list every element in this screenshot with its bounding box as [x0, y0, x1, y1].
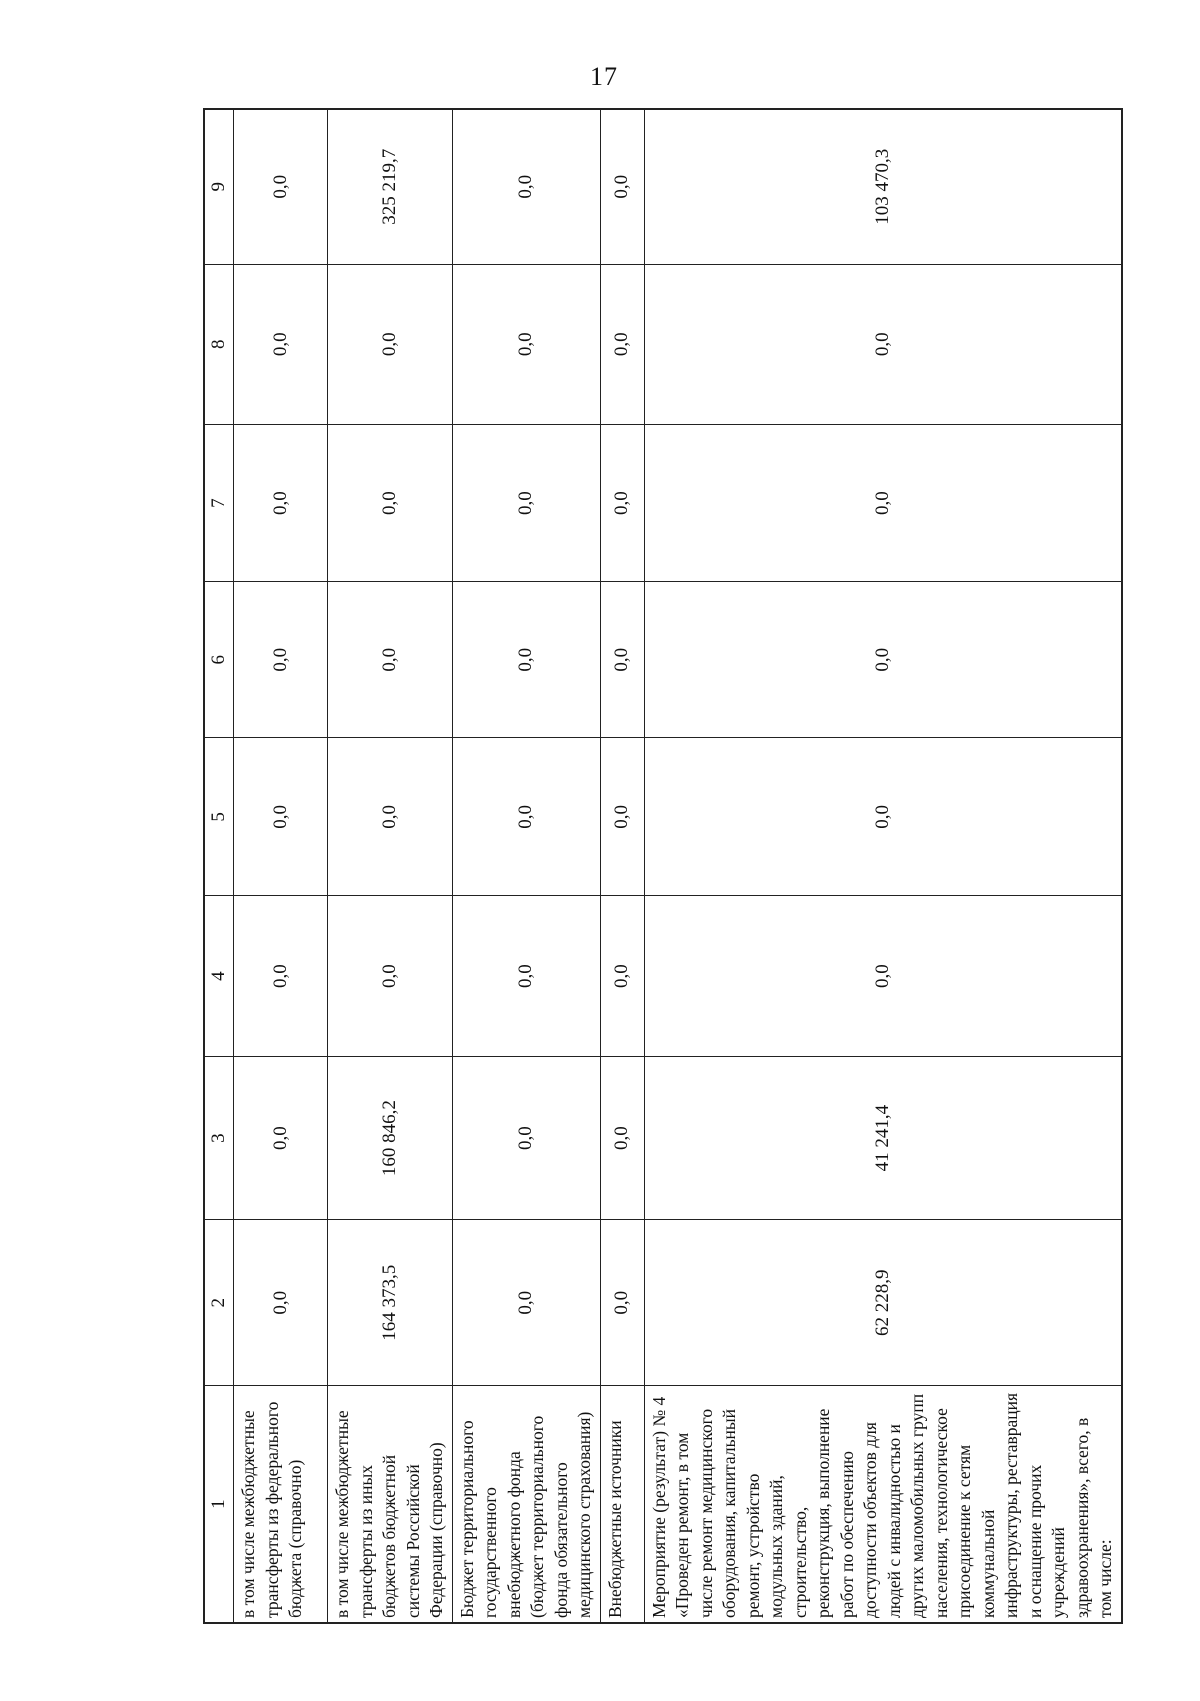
- table-cell: 0,0: [452, 1056, 600, 1220]
- row-label: Бюджет территориального государственного внебюджетного фонда (бюджет территориального фонда обязательного медицинского страхования): [452, 1386, 600, 1623]
- header-cell: 9: [204, 109, 234, 264]
- table-cell: 0,0: [644, 582, 1122, 738]
- table-row: [328, 109, 453, 1623]
- table-cell: 325 219,7: [328, 109, 453, 264]
- table-cell: 0,0: [234, 424, 328, 581]
- table-cell: 0,0: [452, 582, 600, 738]
- table-header-row: [204, 109, 234, 1623]
- table-cell: 0,0: [234, 264, 328, 424]
- table-cell: 62 228,9: [644, 1220, 1122, 1386]
- table-cell: 0,0: [452, 264, 600, 424]
- header-cell: 5: [204, 738, 234, 896]
- table-cell: 160 846,2: [328, 1056, 453, 1220]
- table-cell: 0,0: [600, 1056, 644, 1220]
- header-cell: 2: [204, 1220, 234, 1386]
- table-cell: 0,0: [452, 738, 600, 896]
- table-cell: 0,0: [600, 109, 644, 264]
- row-label: в том числе межбюджетные трансферты из иных бюджетов бюджетной системы Российской Федерации (справочно): [328, 1386, 453, 1623]
- header-cell: 3: [204, 1056, 234, 1220]
- table-cell: 0,0: [600, 1220, 644, 1386]
- table-cell: 164 373,5: [328, 1220, 453, 1386]
- page-number: 17: [590, 62, 618, 91]
- table-row: [234, 109, 328, 1623]
- table-cell: 41 241,4: [644, 1056, 1122, 1220]
- table-cell: 0,0: [644, 424, 1122, 581]
- header-cell: 4: [204, 896, 234, 1056]
- table-cell: 0,0: [234, 738, 328, 896]
- header-cell: 8: [204, 264, 234, 424]
- row-label: Мероприятие (результат) № 4 «Проведен ремонт, в том числе ремонт медицинского оборудования, капитальный ремонт, устройство модульных зданий, строительство, реконструкция, выполнение работ по обеспечению доступности объектов для людей с инвалидностью и других маломобильных групп населения, технологическое присоединение к сетям коммунальной инфраструктуры, реставрация и оснащение прочих учреждений здравоохранения», всего, в том числе:: [644, 1386, 1122, 1623]
- table-cell: 0,0: [452, 424, 600, 581]
- row-label: в том числе межбюджетные трансферты из федерального бюджета (справочно): [234, 1386, 328, 1623]
- table-row: [600, 109, 644, 1623]
- header-cell: 6: [204, 582, 234, 738]
- table-cell: 103 470,3: [644, 109, 1122, 264]
- table-cell: 0,0: [234, 1220, 328, 1386]
- rotated-table-container: [203, 108, 1115, 1624]
- table-cell: 0,0: [600, 424, 644, 581]
- table-cell: 0,0: [328, 738, 453, 896]
- table-cell: 0,0: [328, 424, 453, 581]
- header-cell: 1: [204, 1386, 234, 1623]
- table-cell: 0,0: [452, 1220, 600, 1386]
- table-cell: 0,0: [644, 896, 1122, 1056]
- table-cell: 0,0: [234, 109, 328, 264]
- header-cell: 7: [204, 424, 234, 581]
- table-cell: 0,0: [600, 264, 644, 424]
- table-cell: 0,0: [600, 896, 644, 1056]
- budget-table: [203, 108, 1123, 1624]
- table-cell: 0,0: [452, 109, 600, 264]
- table-cell: 0,0: [234, 582, 328, 738]
- table-cell: 0,0: [328, 896, 453, 1056]
- table-row: [452, 109, 600, 1623]
- table-cell: 0,0: [600, 738, 644, 896]
- table-cell: 0,0: [644, 264, 1122, 424]
- table-cell: 0,0: [328, 582, 453, 738]
- table-cell: 0,0: [234, 896, 328, 1056]
- table-cell: 0,0: [600, 582, 644, 738]
- table-cell: 0,0: [328, 264, 453, 424]
- table-cell: 0,0: [452, 896, 600, 1056]
- table-cell: 0,0: [644, 738, 1122, 896]
- row-label: Внебюджетные источники: [600, 1386, 644, 1623]
- table-row: [644, 109, 1122, 1623]
- table-cell: 0,0: [234, 1056, 328, 1220]
